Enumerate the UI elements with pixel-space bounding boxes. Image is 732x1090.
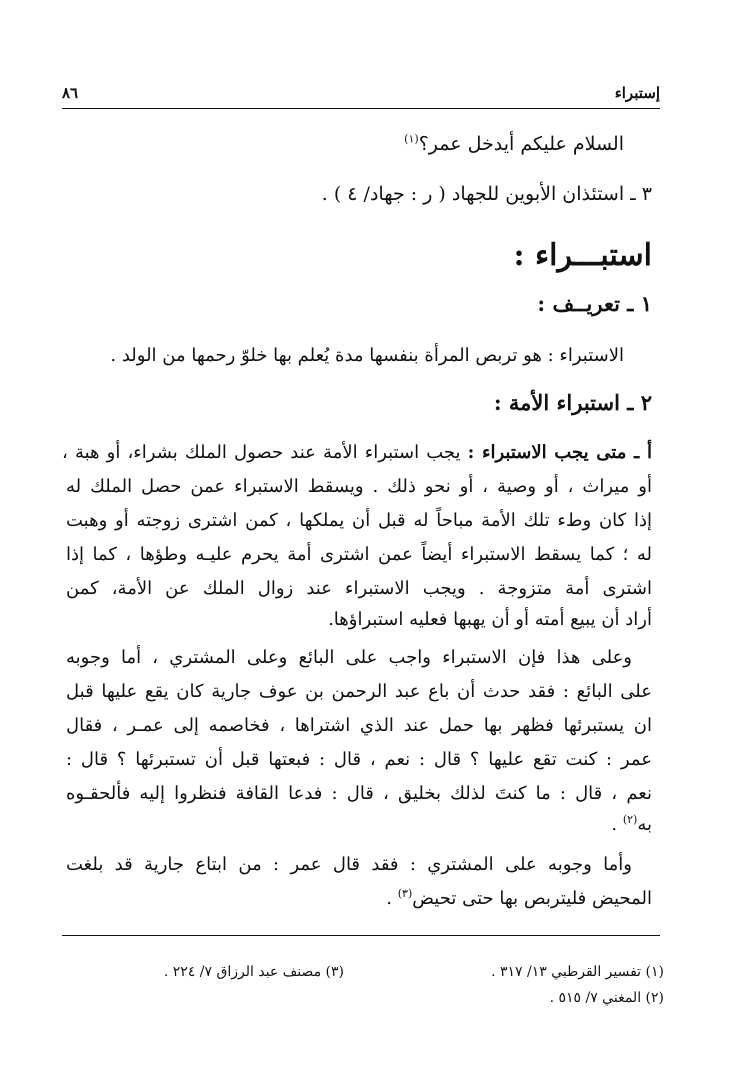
section-title: استبـــراء : [513,238,652,273]
definition-text: الاستبراء : هو تربص المرأة بنفسها مدة يُعلم بها خلوّ رحمها من الولد . [110,345,624,366]
para2-line6-text: به [637,814,652,835]
footnote-ref-3: (٣) [397,887,413,900]
para2-line1: وعلى هذا فإن الاستبراء واجب على البائع وعلى المشتري ، أما وجوبه [66,647,632,668]
para3-line1: وأما وجوبه على المشتري : فقد قال عمر : من ابتاع جارية قد بلغت [66,854,632,875]
footnote-3: (٣) مصنف عبد الرزاق ٧/ ٢٢٤ . [163,964,344,980]
page-header [62,84,660,106]
footnote-2: (٢) المغني ٧/ ٥١٥ . [549,990,664,1006]
para1-line5: اشترى أمة متزوجة . ويجب الاستبراء عند زوال الملك عن الأمة، كمن [66,578,652,599]
para1-line3: إذا كان وطء تلك الأمة مباحاً له قبل أن يملكها ، كمن اشترى زوجته أو وهبت [66,510,652,531]
para2-line4: عمر : كنت تقع عليها ؟ قال : نعم ، قال : فبعتها قبل أن تستبرئها ؟ قال : [66,749,652,770]
para1-line4: له ؛ كما يسقط الاستبراء أيضاً عمن اشترى أمة يحرم عليـه وطؤها ، كما إذا [66,544,652,565]
quote-line [404,131,624,157]
para2-line5: نعم ، قال : ما كنتَ لذلك بخليق ، قال : فدعا القافة فنظروا إليه فألحقـوه [66,783,652,804]
footnote-ref-2: (٢) [622,813,638,826]
footnote-1: (١) تفسير القرطبي ١٣/ ٣١٧ . [491,964,664,980]
footnote-rule [62,935,660,936]
header-rule [62,108,660,109]
page-number: ٨٦ [62,84,79,102]
para2-line6-end: . [611,814,618,835]
para1-lead: أ ـ متى يجب الاستبراء : [467,442,652,463]
para1-line1 [62,440,652,466]
running-title: إستبراء [614,84,660,102]
para1-line6: أراد أن يبيع أمته أو أن يهبها فعليه استبراؤها. [328,609,652,630]
para3-line2-text: المحيض فليتربص بها حتى تحيض [412,888,652,909]
para1-line1-rest: يجب استبراء الأمة عند حصول الملك بشراء، أو هبة ، [62,442,461,463]
para3-line2-end: . [386,888,392,909]
item-3: ٣ ـ استئذان الأبوين للجهاد ( ر : جهاد/ ٤ ) . [321,183,652,205]
subheading-definition: ١ ـ تعريــف : [537,291,652,316]
subheading-amah: ٢ ـ استبراء الأمة : [493,390,652,415]
para2-line3: ان يستبرئها فظهر بها حمل عند الذي اشتراها ، فخاصمه إلى عمـر ، فقال [66,715,653,736]
para2-line6 [611,812,652,838]
para2-line2: على البائع : فقد حدث أن باع عبد الرحمن بن عوف جارية كان يقع عليها قبل [66,681,652,702]
quote-text: السلام عليكم أيدخل عمر؟ [418,133,624,155]
para3-line2 [386,886,652,912]
footnote-ref-1: (١) [404,132,419,146]
para1-line2: أو ميراث ، أو وصية ، أو نحو ذلك . ويسقط الاستبراء عمن حصل الملك له [66,476,652,497]
